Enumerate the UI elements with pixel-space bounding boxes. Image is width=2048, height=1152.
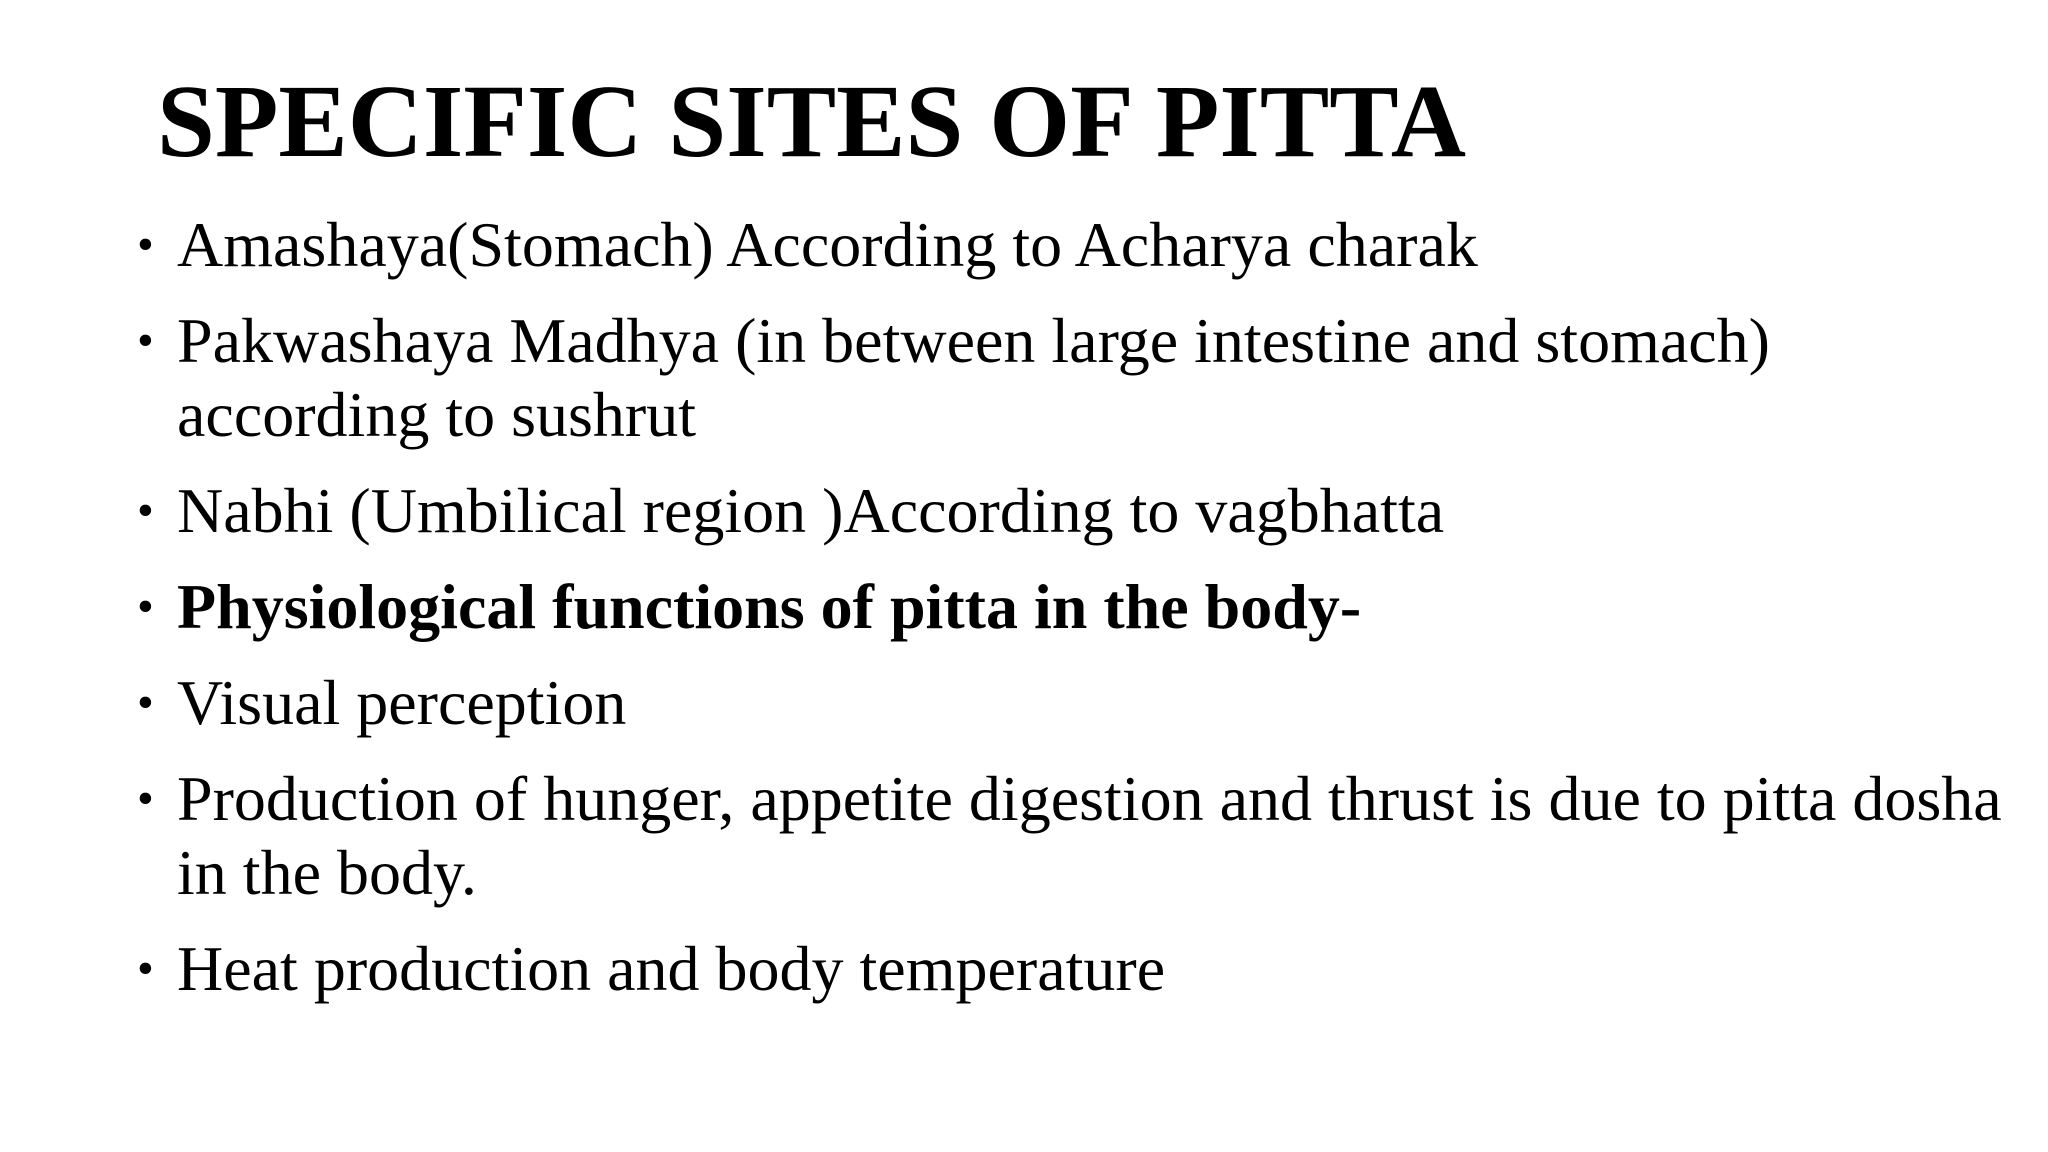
bullet-text: Nabhi (Umbilical region )According to vagbhatta [177, 475, 1445, 546]
bullet-text: Physiological functions of pitta in the body- [177, 571, 1362, 642]
bullet-item-pakwashaya [137, 304, 2017, 452]
bullet-item-heat [137, 932, 2017, 1006]
bullet-icon: • [137, 942, 154, 995]
bullet-text: Pakwashaya Madhya (in between large intestine and stomach) according to sushrut [177, 305, 1770, 450]
bullet-item-functions-heading [137, 570, 2017, 644]
bullet-text: Amashaya(Stomach) According to Acharya charak [177, 209, 1478, 280]
bullet-item-nabhi [137, 474, 2017, 548]
bullet-text: Production of hunger, appetite digestion and thrust is due to pitta dosha in the body. [177, 763, 2002, 908]
bullet-text: Heat production and body temperature [177, 933, 1166, 1004]
bullet-icon: • [137, 218, 154, 271]
bullet-icon: • [137, 484, 154, 537]
bullet-item-hunger [137, 762, 2017, 910]
bullet-icon: • [137, 676, 154, 729]
bullet-icon: • [137, 772, 154, 825]
bullet-icon: • [137, 314, 154, 367]
bullet-item-visual-perception [137, 666, 2017, 740]
bullet-text: Visual perception [177, 667, 627, 738]
bullet-icon: • [137, 580, 154, 633]
slide-title: SPECIFIC SITES OF PITTA [157, 64, 1466, 179]
bullet-list [137, 208, 2017, 1028]
bullet-item-stomach [137, 208, 2017, 282]
